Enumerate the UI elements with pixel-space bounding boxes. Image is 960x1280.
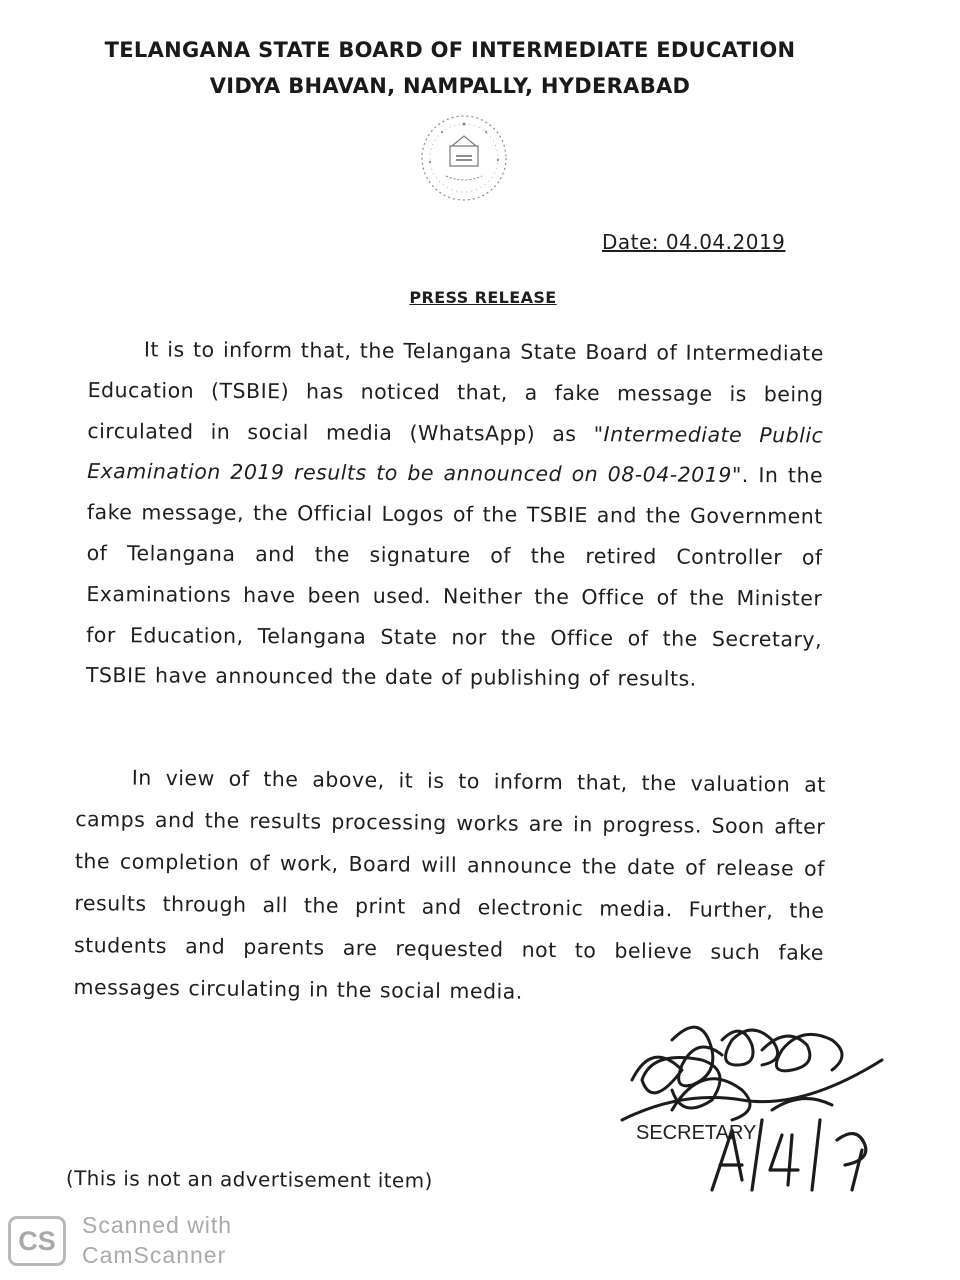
release-date: Date: 04.04.2019 bbox=[602, 230, 786, 254]
camscanner-logo-icon: CS bbox=[8, 1216, 66, 1266]
paragraph-1-intro: It is to inform that, the Telangana State Board of Intermediate Education (TSBIE) has noticed that, a fake message is being circulated in social media (WhatsApp) as bbox=[87, 337, 824, 446]
fake-message-quote: "Intermediate Public Examination 2019 results to be announced on 08-04-2019" bbox=[87, 421, 824, 488]
press-release-title: PRESS RELEASE bbox=[409, 288, 557, 307]
state-emblem-seal-icon bbox=[416, 110, 512, 206]
signatory-designation: SECRETARY bbox=[636, 1122, 757, 1144]
board-name-heading: TELANGANA STATE BOARD OF INTERMEDIATE EDUCATION bbox=[104, 38, 796, 62]
advertisement-disclaimer: (This is not an advertisement item) bbox=[65, 1166, 433, 1193]
handwritten-signature-icon bbox=[612, 1000, 902, 1200]
scanner-watermark-line-2: CamScanner bbox=[82, 1242, 227, 1268]
paragraph-2-text: In view of the above, it is to inform that, the valuation at camps and the results processing works are in progress. Soon after the completion of work, Board will announce the date of release of results through all the print and electronic media. Further, the students and parents are requested not to believe such fake messages circulating in the social media. bbox=[73, 765, 826, 1004]
body-paragraph-1 bbox=[86, 329, 824, 701]
board-address-heading: VIDYA BHAVAN, NAMPALLY, HYDERABAD bbox=[209, 74, 691, 98]
scanner-watermark-line-1: Scanned with bbox=[82, 1212, 233, 1238]
paragraph-1-details: . In the fake message, the Official Logos of the TSBIE and the Government of Telangana and the signature of the retired Controller of Examinations have been used. Neither the Office of the Minister for Education, Telangana State nor the Office of the Secretary, TSBIE have announced the date of publishing of results. bbox=[85, 463, 824, 692]
body-paragraph-2 bbox=[73, 756, 826, 1016]
